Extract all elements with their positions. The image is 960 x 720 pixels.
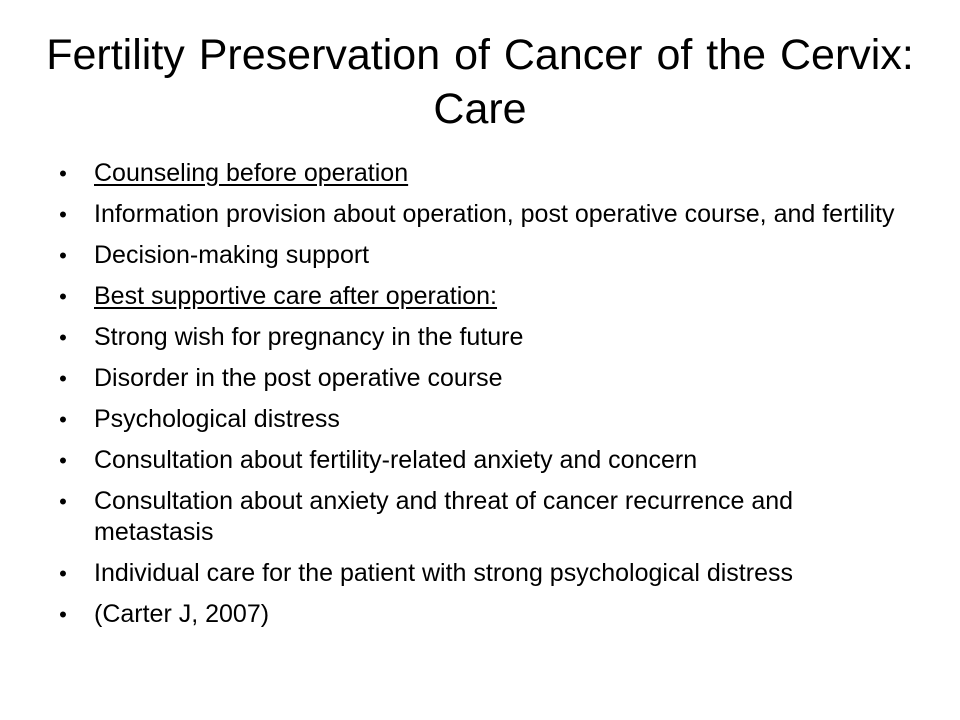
bullet-text: Individual care for the patient with strong psychological distress	[94, 559, 793, 587]
bullet-item	[56, 404, 916, 435]
bullet-item	[56, 599, 916, 630]
bullet-dot-icon: •	[59, 602, 67, 627]
bullet-dot-icon: •	[59, 325, 67, 350]
bullet-item	[56, 558, 916, 589]
bullet-dot-icon: •	[59, 407, 67, 432]
bullet-list	[56, 158, 916, 640]
bullet-text: Decision-making support	[94, 241, 370, 269]
bullet-item	[56, 240, 916, 271]
bullet-item	[56, 158, 916, 189]
bullet-text: Best supportive care after operation:	[94, 282, 498, 310]
bullet-dot-icon: •	[59, 243, 67, 268]
bullet-text: Psychological distress	[94, 405, 340, 433]
bullet-item	[56, 486, 916, 548]
slide-title: Fertility Preservation of Cancer of the Cervix: Care	[46, 31, 914, 133]
bullet-text: Consultation about fertility-related anxiety and concern	[94, 446, 698, 474]
bullet-text: Strong wish for pregnancy in the future	[94, 323, 524, 351]
bullet-item	[56, 445, 916, 476]
bullet-dot-icon: •	[59, 489, 67, 514]
bullet-item	[56, 281, 916, 312]
bullet-item	[56, 199, 916, 230]
bullet-text: Counseling before operation	[94, 159, 409, 187]
bullet-dot-icon: •	[59, 561, 67, 586]
bullet-text: Disorder in the post operative course	[94, 364, 503, 392]
bullet-dot-icon: •	[59, 448, 67, 473]
bullet-dot-icon: •	[59, 202, 67, 227]
bullet-dot-icon: •	[59, 366, 67, 391]
bullet-text: (Carter J, 2007)	[94, 600, 270, 628]
bullet-dot-icon: •	[59, 284, 67, 309]
bullet-item	[56, 322, 916, 353]
bullet-dot-icon: •	[59, 161, 67, 186]
bullet-item	[56, 363, 916, 394]
bullet-text: Consultation about anxiety and threat of cancer recurrence and metastasis	[94, 487, 794, 546]
bullet-text: Information provision about operation, post operative course, and fertility	[94, 200, 895, 228]
